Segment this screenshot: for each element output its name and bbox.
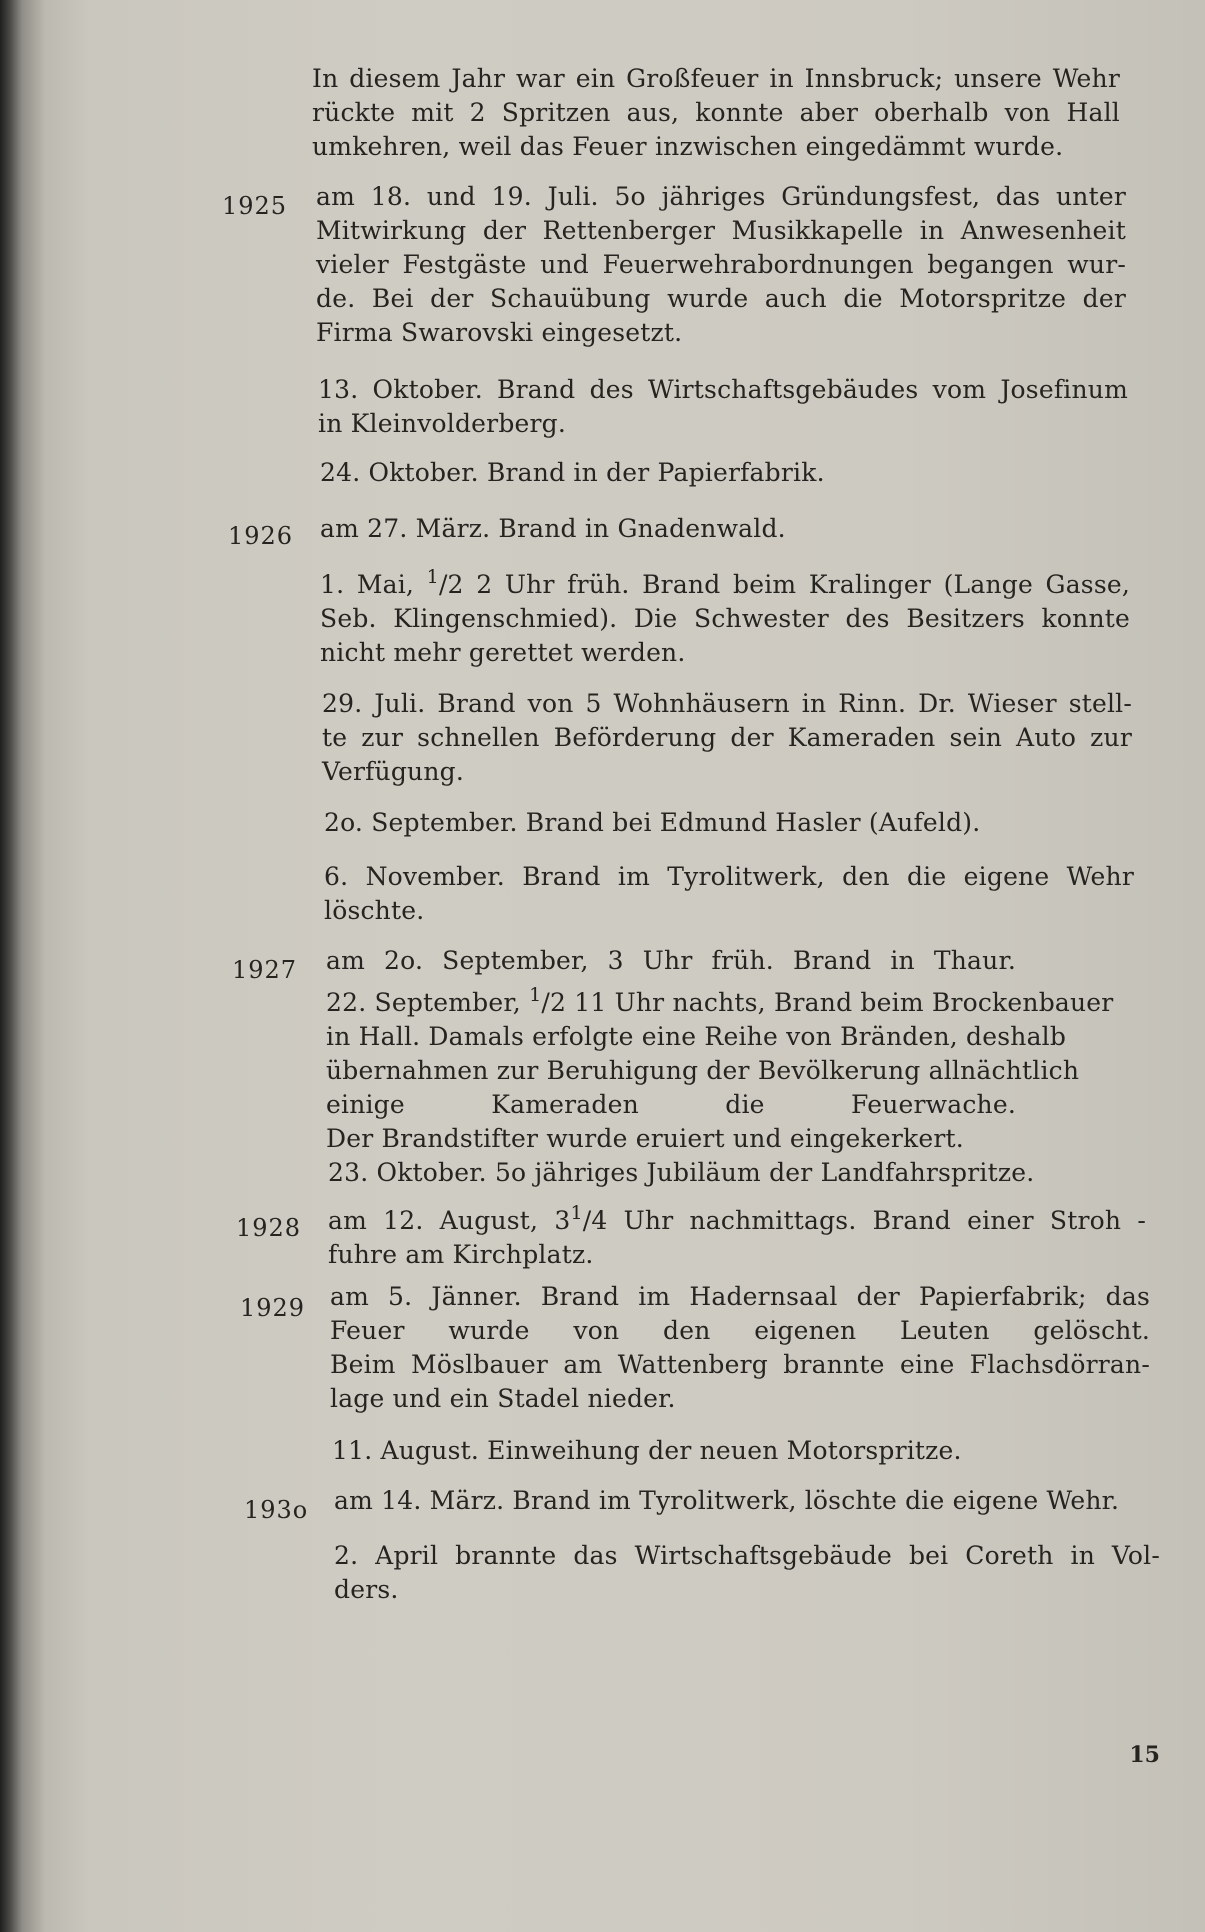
text-line: Verfügung. <box>322 757 465 786</box>
entry-paragraph <box>324 806 1044 840</box>
text-line: Beim Möslbauer am Wattenberg brannte eine Flachsdörran- <box>330 1350 1150 1379</box>
entry-paragraph <box>316 180 1126 350</box>
entry-paragraph <box>318 373 1128 441</box>
page-number: 15 <box>1129 1742 1160 1768</box>
fraction-numerator: 1 <box>570 1202 583 1224</box>
entry-year: 1926 <box>228 522 294 550</box>
text-line: In diesem Jahr war ein Großfeuer in Innsbruck; unsere Wehr <box>312 64 1120 93</box>
text-line: 2. April brannte das Wirtschaftsgebäude bei Coreth in Vol- <box>334 1541 1160 1570</box>
text-line: 23. Oktober. 5o jähriges Jubiläum der Landfahrspritze. <box>328 1158 1035 1187</box>
text-line: umkehren, weil das Feuer inzwischen eingedämmt wurde. <box>312 132 1064 161</box>
entry-paragraph <box>332 1434 1012 1468</box>
text-line: 1. Mai, $^1$/2 2 Uhr früh. Brand beim Kralinger (Lange Gasse, <box>320 566 1130 599</box>
entry-paragraph <box>328 1196 1146 1272</box>
entry-year: 1929 <box>240 1294 306 1322</box>
text-line: am 12. August, $3^1/4$ Uhr nachmittags. Brand einer Stroh - <box>328 1202 1146 1235</box>
text-line: ders. <box>334 1575 399 1604</box>
text-line: rückte mit 2 Spritzen aus, konnte aber oberhalb von Hall <box>312 98 1120 127</box>
entry-paragraph <box>312 62 1120 164</box>
text-line: am 5. Jänner. Brand im Hadernsaal der Papierfabrik; das <box>330 1282 1150 1311</box>
fraction-numerator: 1 <box>529 984 542 1006</box>
entry-year: 193o <box>244 1496 309 1524</box>
entry-paragraph <box>330 1280 1150 1416</box>
entry-paragraph <box>334 1484 1160 1518</box>
text-line: 22. September, $^1$/2 11 Uhr nachts, Brand beim Brockenbauer <box>326 984 1114 1017</box>
entry-paragraph <box>328 1156 1154 1190</box>
text-line: 11. August. Einweihung der neuen Motorspritze. <box>332 1436 962 1465</box>
text-line: Feuer wurde von den eigenen Leuten gelöscht. <box>330 1316 1150 1345</box>
text-line: am 14. März. Brand im Tyrolitwerk, löschte die eigene Wehr. <box>334 1486 1120 1515</box>
entry-year: 1927 <box>232 956 298 984</box>
text-line: in Hall. Damals erfolgte eine Reihe von Bränden, deshalb <box>326 1022 1067 1051</box>
entry-paragraph <box>322 687 1132 789</box>
entry-paragraph <box>320 560 1130 670</box>
text-line: fuhre am Kirchplatz. <box>328 1240 594 1269</box>
text-line: de. Bei der Schauübung wurde auch die Motorspritze der <box>316 284 1126 313</box>
text-line: übernahmen zur Beruhigung der Bevölkerung allnächtlich <box>326 1056 1080 1085</box>
text-line: einige Kameraden die Feuerwache. <box>326 1090 1016 1119</box>
entry-paragraph <box>320 512 876 546</box>
text-line: am 18. und 19. Juli. 5o jähriges Gründungsfest, das unter <box>316 182 1126 211</box>
text-line: lage und ein Stadel nieder. <box>330 1384 676 1413</box>
entry-paragraph <box>334 1539 1160 1607</box>
text-line: Der Brandstifter wurde eruiert und eingekerkert. <box>326 1124 964 1153</box>
text-line: 6. November. Brand im Tyrolitwerk, den die eigene Wehr <box>324 862 1134 891</box>
text-line: am 2o. September, 3 Uhr früh. Brand in Thaur. <box>326 946 1016 975</box>
entry-year: 1928 <box>236 1214 302 1242</box>
text-line: vieler Festgäste und Feuerwehrabordnungen begangen wur- <box>316 250 1126 279</box>
text-line: nicht mehr gerettet werden. <box>320 638 686 667</box>
text-line: löschte. <box>324 896 425 925</box>
text-line: 2o. September. Brand bei Edmund Hasler (Aufeld). <box>324 808 981 837</box>
entry-year: 1925 <box>222 192 288 220</box>
text-line: te zur schnellen Beförderung der Kameraden sein Auto zur <box>322 723 1132 752</box>
text-line: Firma Swarovski eingesetzt. <box>316 318 683 347</box>
entry-paragraph <box>324 860 1134 928</box>
text-line: 24. Oktober. Brand in der Papierfabrik. <box>320 458 825 487</box>
entry-paragraph <box>326 944 1114 1156</box>
text-line: in Kleinvolderberg. <box>318 409 567 438</box>
entry-paragraph <box>320 456 880 490</box>
text-line: Seb. Klingenschmied). Die Schwester des Besitzers konnte <box>320 604 1130 633</box>
fraction-numerator: 1 <box>426 566 439 588</box>
text-line: Mitwirkung der Rettenberger Musikkapelle in Anwesenheit <box>316 216 1126 245</box>
text-line: 13. Oktober. Brand des Wirtschaftsgebäudes vom Josefinum <box>318 375 1128 404</box>
text-line: 29. Juli. Brand von 5 Wohnhäusern in Rinn. Dr. Wieser stell- <box>322 689 1132 718</box>
text-line: am 27. März. Brand in Gnadenwald. <box>320 514 786 543</box>
